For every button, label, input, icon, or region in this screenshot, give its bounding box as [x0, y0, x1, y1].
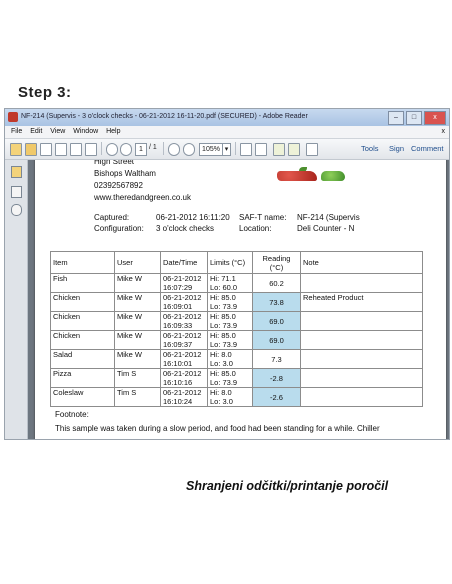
- captured-label: Captured:: [94, 213, 130, 222]
- cell-text: Chicken: [53, 331, 81, 340]
- attachment-icon[interactable]: [11, 204, 22, 216]
- menu-help[interactable]: Help: [106, 128, 121, 135]
- pdf-page: [35, 160, 446, 439]
- cell-text: 16:07:29: [163, 283, 193, 292]
- user-cell: [115, 293, 161, 312]
- cell-text: 16:09:33: [163, 321, 193, 330]
- toolbar-divider: [163, 142, 164, 155]
- cell-text: Reheated Product: [303, 293, 364, 302]
- open-icon[interactable]: [25, 143, 37, 156]
- zoom-select[interactable]: 105%: [199, 143, 223, 156]
- cell-text: 16:10:24: [163, 397, 193, 406]
- maximize-button[interactable]: □: [406, 111, 422, 125]
- email-icon[interactable]: [85, 143, 97, 156]
- location-value: Deli Counter - N: [297, 224, 355, 233]
- item-cell: [51, 312, 115, 331]
- red-pepper-logo: [277, 171, 317, 181]
- user-cell: [115, 312, 161, 331]
- fit-page-icon[interactable]: [240, 143, 252, 156]
- cell-text: 7.3: [271, 354, 282, 364]
- toolbar: [5, 139, 449, 160]
- fit-width-icon[interactable]: [255, 143, 267, 156]
- cell-text: Lo: 3.0: [210, 397, 233, 406]
- note-cell: [301, 388, 423, 407]
- readings-table: [50, 251, 423, 407]
- cell-text: Mike W: [117, 274, 142, 283]
- cell-text: Lo: 60.0: [210, 283, 238, 292]
- page-total: / 1: [149, 144, 157, 151]
- note-cell: [301, 350, 423, 369]
- step-title: Step 3:: [18, 84, 72, 101]
- item-cell: [51, 274, 115, 293]
- cell-text: Hi: 85.0: [210, 293, 236, 302]
- cell-text: 16:10:16: [163, 378, 193, 387]
- footnote-text: This sample was taken during a slow period, and food had been standing for a while. Chiller: [55, 424, 380, 433]
- highlight-icon[interactable]: [288, 143, 300, 156]
- website-link: www.theredandgreen.co.uk: [94, 193, 191, 202]
- cell-text: 06-21-2012: [163, 369, 202, 378]
- document-close-button[interactable]: x: [441, 128, 445, 135]
- lock-icon[interactable]: [11, 166, 22, 178]
- cell-text: Pizza: [53, 369, 72, 378]
- cell-text: -2.6: [270, 392, 283, 402]
- item-cell: [51, 350, 115, 369]
- table-row: [51, 274, 423, 293]
- cell-text: 06-21-2012: [163, 293, 202, 302]
- window-title: NF-214 (Supervis - 3 o'clock checks - 06-21-2012 16-11-20.pdf (SECURED) - Adobe Reader: [21, 113, 308, 120]
- toolbar-divider: [235, 142, 236, 155]
- toolbar-divider: [101, 142, 102, 155]
- datetime-cell: [161, 293, 208, 312]
- table-row: [51, 350, 423, 369]
- datetime-cell: [161, 312, 208, 331]
- captured-value: 06-21-2012 16:11:20: [156, 213, 230, 222]
- configuration-label: Configuration:: [94, 224, 144, 233]
- table-row: [51, 388, 423, 407]
- note-cell: [301, 369, 423, 388]
- cell-text: 06-21-2012: [163, 274, 202, 283]
- item-cell: [51, 331, 115, 350]
- cell-text: Tim S: [117, 369, 137, 378]
- datetime-cell: [161, 331, 208, 350]
- zoom-out-icon[interactable]: [168, 143, 180, 156]
- cell-text: Tim S: [117, 388, 137, 397]
- comment-note-icon[interactable]: [273, 143, 285, 156]
- cell-text: Fish: [53, 274, 68, 283]
- cell-text: 06-21-2012: [163, 388, 202, 397]
- cell-text: Chicken: [53, 312, 81, 321]
- adobe-reader-icon: [8, 112, 18, 122]
- cell-text: Lo: 3.0: [210, 359, 233, 368]
- cell-text: 16:10:01: [163, 359, 193, 368]
- cell-text: 16:09:01: [163, 302, 193, 311]
- cell-text: Mike W: [117, 312, 142, 321]
- cell-text: Salad: [53, 350, 73, 359]
- cell-text: Lo: 73.9: [210, 302, 238, 311]
- sign-tab[interactable]: Sign: [389, 144, 405, 153]
- sign-pen-icon[interactable]: [306, 143, 318, 156]
- reading-cell: [253, 312, 301, 331]
- next-page-icon[interactable]: [120, 143, 132, 156]
- close-button[interactable]: x: [424, 111, 446, 125]
- reading-cell: [253, 293, 301, 312]
- table-header-row: [51, 252, 423, 274]
- cell-text: Hi: 8.0: [210, 350, 232, 359]
- item-cell: [51, 388, 115, 407]
- menu-file[interactable]: File: [11, 128, 23, 135]
- cell-text: 60.2: [269, 278, 284, 288]
- minimize-button[interactable]: –: [388, 111, 404, 125]
- limits-cell: [208, 369, 253, 388]
- menu-view[interactable]: View: [50, 128, 66, 135]
- reading-cell: [253, 274, 301, 293]
- saft-label: SAF-T name:: [239, 213, 287, 222]
- document-pane: [28, 160, 449, 439]
- window-titlebar: [5, 109, 449, 126]
- cell-text: 16:09:37: [163, 340, 193, 349]
- location-label: Location:: [239, 224, 272, 233]
- cell-text: Lo: 73.9: [210, 321, 238, 330]
- column-header-datetime: Date/Time: [161, 252, 208, 274]
- cell-text: 06-21-2012: [163, 312, 202, 321]
- note-cell: [301, 293, 423, 312]
- comment-tab[interactable]: Comment: [411, 144, 444, 153]
- cell-text: Hi: 71.1: [210, 274, 236, 283]
- saft-value: NF-214 (Supervis: [297, 213, 360, 222]
- zoom-in-icon[interactable]: [183, 143, 195, 156]
- print-icon[interactable]: [70, 143, 82, 156]
- reading-cell: [253, 350, 301, 369]
- cell-text: 06-21-2012: [163, 350, 202, 359]
- datetime-cell: [161, 350, 208, 369]
- save-icon[interactable]: [55, 143, 67, 156]
- previous-page-icon[interactable]: [106, 143, 118, 156]
- datetime-cell: [161, 388, 208, 407]
- address-line: High Street: [94, 160, 135, 166]
- menu-window[interactable]: Window: [73, 128, 99, 135]
- note-cell: [301, 312, 423, 331]
- page-number-input[interactable]: 1: [135, 143, 147, 156]
- limits-cell: [208, 312, 253, 331]
- cell-text: Chicken: [53, 293, 81, 302]
- user-cell: [115, 274, 161, 293]
- pages-icon[interactable]: [11, 186, 22, 198]
- datetime-cell: [161, 274, 208, 293]
- green-pepper-logo: [321, 171, 345, 181]
- chevron-down-icon[interactable]: ▾: [222, 143, 231, 156]
- adobe-reader-screenshot: [4, 108, 450, 440]
- item-cell: [51, 293, 115, 312]
- note-cell: [301, 274, 423, 293]
- cell-text: Mike W: [117, 293, 142, 302]
- cell-text: Hi: 85.0: [210, 312, 236, 321]
- table-row: [51, 369, 423, 388]
- menu-bar: [5, 126, 449, 139]
- table-row: [51, 293, 423, 312]
- column-header-limits: Limits (°C): [208, 252, 253, 274]
- footnote-label: Footnote:: [55, 410, 89, 419]
- column-header-reading: Reading (°C): [253, 252, 301, 274]
- edit-icon[interactable]: [40, 143, 52, 156]
- user-cell: [115, 350, 161, 369]
- reading-cell: [253, 369, 301, 388]
- reading-cell: [253, 331, 301, 350]
- cell-text: Hi: 8.0: [210, 388, 232, 397]
- cell-text: 69.0: [269, 335, 284, 345]
- create-icon[interactable]: [10, 143, 22, 156]
- limits-cell: [208, 388, 253, 407]
- limits-cell: [208, 350, 253, 369]
- address-line: Bishops Waltham: [94, 169, 156, 178]
- user-cell: [115, 369, 161, 388]
- cell-text: 06-21-2012: [163, 331, 202, 340]
- menu-edit[interactable]: Edit: [30, 128, 43, 135]
- cell-text: Mike W: [117, 331, 142, 340]
- phone-number: 02392567892: [94, 181, 143, 190]
- note-cell: [301, 331, 423, 350]
- cell-text: Coleslaw: [53, 388, 84, 397]
- user-cell: [115, 331, 161, 350]
- limits-cell: [208, 331, 253, 350]
- datetime-cell: [161, 369, 208, 388]
- column-header-item: Item: [51, 252, 115, 274]
- cell-text: Hi: 85.0: [210, 369, 236, 378]
- user-cell: [115, 388, 161, 407]
- configuration-value: 3 o'clock checks: [156, 224, 214, 233]
- tools-tab[interactable]: Tools: [361, 144, 379, 153]
- cell-text: 73.8: [269, 297, 284, 307]
- table-row: [51, 331, 423, 350]
- caption: Shranjeni odčitki/printanje poročil: [186, 479, 389, 493]
- cell-text: Hi: 85.0: [210, 331, 236, 340]
- cell-text: -2.8: [270, 373, 283, 383]
- item-cell: [51, 369, 115, 388]
- limits-cell: [208, 293, 253, 312]
- cell-text: Mike W: [117, 350, 142, 359]
- cell-text: Lo: 73.9: [210, 378, 238, 387]
- reading-cell: [253, 388, 301, 407]
- cell-text: 69.0: [269, 316, 284, 326]
- cell-text: Lo: 73.9: [210, 340, 238, 349]
- column-header-user: User: [115, 252, 161, 274]
- limits-cell: [208, 274, 253, 293]
- table-row: [51, 312, 423, 331]
- column-header-note: Note: [301, 252, 423, 274]
- navigation-panel: [5, 160, 28, 439]
